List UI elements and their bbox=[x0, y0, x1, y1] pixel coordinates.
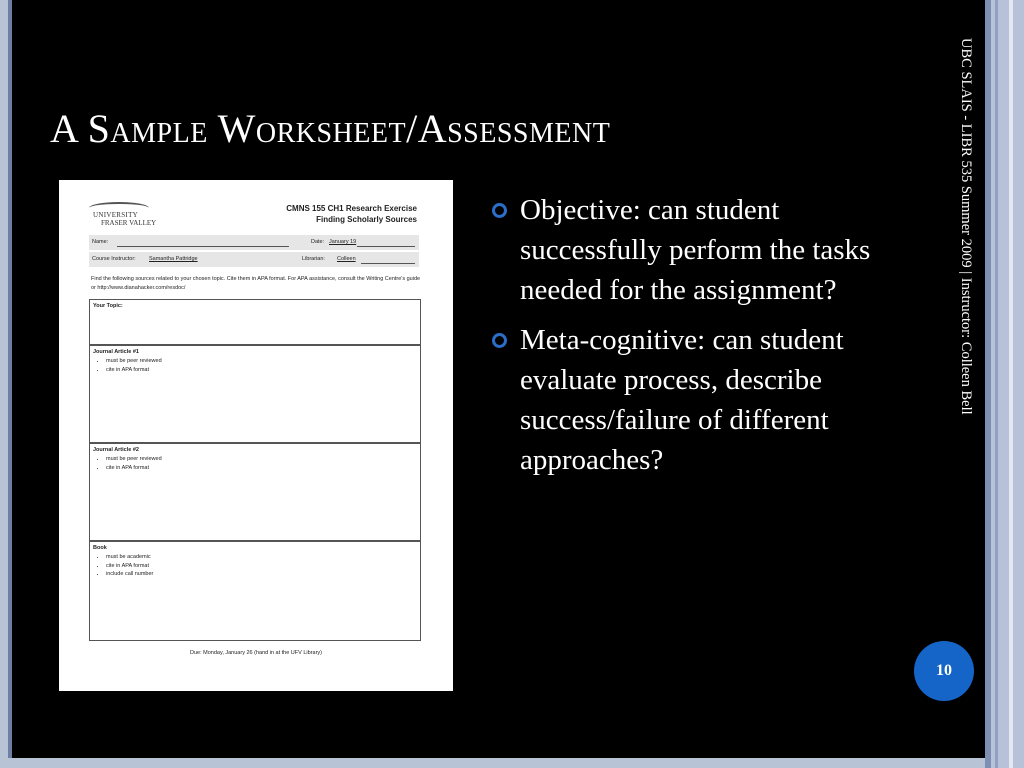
list-item: • must be academic bbox=[106, 553, 153, 562]
frame-right-border bbox=[985, 0, 1024, 768]
journal-article-2-box bbox=[89, 443, 421, 541]
instructor-value: Samantha Pattridge bbox=[149, 256, 198, 262]
worksheet-instructions: Find the following sources related to your chosen topic. Cite them in APA format. For APA assistance, consult the Writing Centre's guide or http://www.dianahacker.com/resdoc/ bbox=[91, 276, 421, 291]
topic-box bbox=[89, 299, 421, 345]
box-list bbox=[94, 357, 162, 374]
list-item: • must be peer reviewed bbox=[106, 455, 162, 464]
instructor-label: Course Instructor: bbox=[92, 256, 136, 262]
list-item: • cite in APA format bbox=[106, 562, 153, 571]
bullet-text: Meta-cognitive: can student evaluate process, describe success/failure of different approaches? bbox=[520, 324, 844, 476]
worksheet-title-line-2: Finding Scholarly Sources bbox=[316, 215, 417, 224]
university-logo bbox=[87, 202, 157, 232]
box-title: Journal Article #2 bbox=[93, 447, 139, 453]
ring-bullet-icon bbox=[492, 333, 507, 348]
book-box bbox=[89, 541, 421, 641]
name-label: Name: bbox=[92, 239, 109, 245]
frame-right-stripe bbox=[985, 0, 991, 768]
date-line bbox=[357, 246, 415, 247]
list-item: • cite in APA format bbox=[106, 366, 162, 375]
worksheet-title bbox=[286, 203, 417, 225]
worksheet-due-date: Due: Monday, January 26 (hand in at the UFV Library) bbox=[190, 650, 322, 656]
logo-line-2: FRASER VALLEY bbox=[101, 219, 157, 227]
frame-right-stripe bbox=[1009, 0, 1013, 768]
instructor-librarian-row bbox=[89, 252, 419, 267]
name-date-row bbox=[89, 235, 419, 250]
frame-left-border bbox=[0, 0, 8, 768]
box-title: Journal Article #1 bbox=[93, 349, 139, 355]
list-item: • must be peer reviewed bbox=[106, 357, 162, 366]
box-title: Your Topic: bbox=[93, 303, 123, 309]
worksheet-title-line-1: CMNS 155 CH1 Research Exercise bbox=[286, 204, 417, 213]
bullet-text: Objective: can student successfully perform the tasks needed for the assignment? bbox=[520, 194, 871, 306]
librarian-label: Librarian: bbox=[302, 256, 325, 262]
box-list bbox=[94, 455, 162, 472]
list-item: • include call number bbox=[106, 570, 153, 579]
librarian-value: Colleen bbox=[337, 256, 356, 262]
date-label: Date: bbox=[311, 239, 325, 245]
frame-right-stripe bbox=[995, 0, 998, 768]
side-footer-label: UBC SLAIS - LIBR 535 Summer 2009 | Instructor: Colleen Bell bbox=[958, 38, 974, 415]
worksheet-image bbox=[59, 180, 453, 691]
ring-bullet-icon bbox=[492, 203, 507, 218]
date-value: January 19 bbox=[329, 239, 357, 245]
logo-line-1: UNIVERSITY bbox=[93, 211, 138, 219]
name-line bbox=[117, 246, 289, 247]
list-item: • cite in APA format bbox=[106, 464, 162, 473]
librarian-line bbox=[361, 263, 415, 264]
bullet-list bbox=[490, 190, 890, 490]
box-title: Book bbox=[93, 545, 107, 551]
journal-article-1-box bbox=[89, 345, 421, 443]
slide-title: A Sample Worksheet/Assessment bbox=[50, 106, 611, 151]
bullet-item bbox=[490, 320, 890, 480]
frame-bottom-border bbox=[0, 758, 985, 768]
page-number-badge: 10 bbox=[914, 641, 974, 701]
box-list bbox=[94, 553, 153, 579]
bullet-item bbox=[490, 190, 890, 310]
